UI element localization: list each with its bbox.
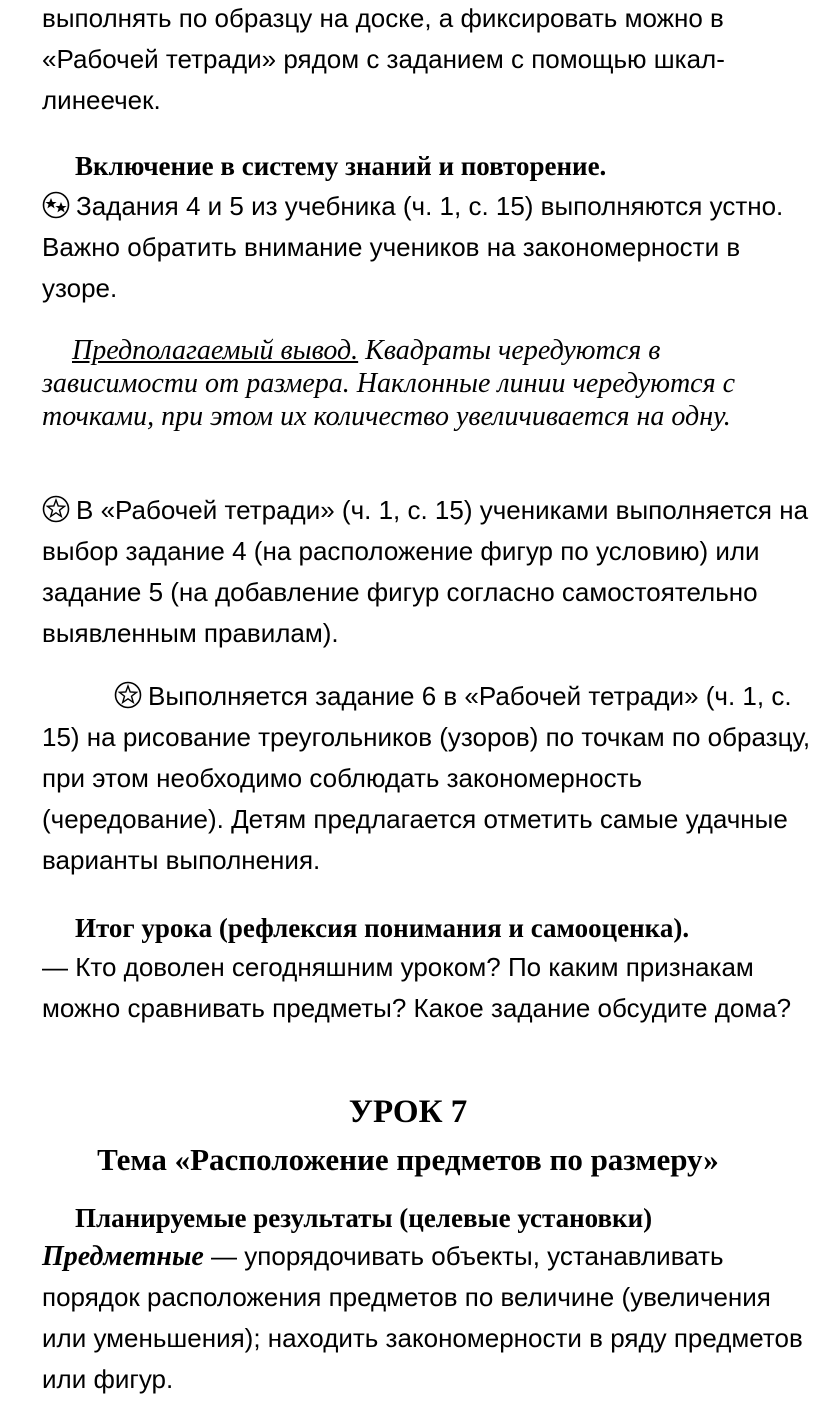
task-six-text: Выполняется задание 6 в «Рабочей тетради» (ч. 1, с. 15) на рисование треугольников (узоров) по точкам по образцу, при этом необходимо соблюдать закономерность (чередование). Детям предлагается отметить самые удачные варианты выполнения. bbox=[42, 681, 811, 875]
workbook-task-paragraph bbox=[42, 490, 812, 654]
intro-paragraph: выполнять по образцу на доске, а фиксировать можно в «Рабочей тетради» рядом с заданием с помощью шкал-линеечек. bbox=[42, 3, 725, 115]
conclusion-label: Предполагаемый вывод. bbox=[72, 335, 359, 366]
summary-paragraph: — Кто доволен сегодняшним уроком? По каким признакам можно сравнивать предметы? Какое задание обсудите дома? bbox=[42, 952, 792, 1023]
subject-label: Предметные bbox=[42, 1241, 204, 1272]
lesson-title: УРОК 7 bbox=[348, 1094, 468, 1130]
inclusion-heading: Включение в систему знаний и повторение. bbox=[75, 151, 607, 181]
summary-heading: Итог урока (рефлексия понимания и самооценка). bbox=[75, 913, 690, 943]
star-icon bbox=[42, 495, 70, 523]
subject-text: — упорядочивать объекты, устанавливать порядок расположения предметов по величине (увеличения или уменьшения); находить закономерности в ряду предметов или фигур. bbox=[42, 1241, 803, 1394]
lesson-topic: Тема «Расположение предметов по размеру» bbox=[97, 1142, 719, 1177]
conclusion-text: Квадраты чередуются в зависимости от размера. Наклонные линии чередуются с точками, при этом их количество увеличивается на одну. bbox=[42, 335, 736, 432]
workbook-task-text: В «Рабочей тетради» (ч. 1, с. 15) учениками выполняется на выбор задание 4 (на расположение фигур по условию) или задание 5 (на добавление фигур согласно самостоятельно выявленным правилам). bbox=[42, 495, 809, 648]
star-icon bbox=[114, 681, 142, 709]
results-heading: Планируемые результаты (целевые установки) bbox=[75, 1203, 653, 1233]
results-paragraph bbox=[42, 1236, 812, 1400]
conclusion-paragraph bbox=[42, 334, 812, 433]
inclusion-text: Задания 4 и 5 из учебника (ч. 1, с. 15) выполняются устно. Важно обратить внимание учеников на закономерности в узоре. bbox=[42, 191, 784, 303]
inclusion-paragraph bbox=[42, 186, 812, 309]
two-stars-icon bbox=[42, 191, 70, 219]
task-six-paragraph bbox=[42, 676, 812, 881]
